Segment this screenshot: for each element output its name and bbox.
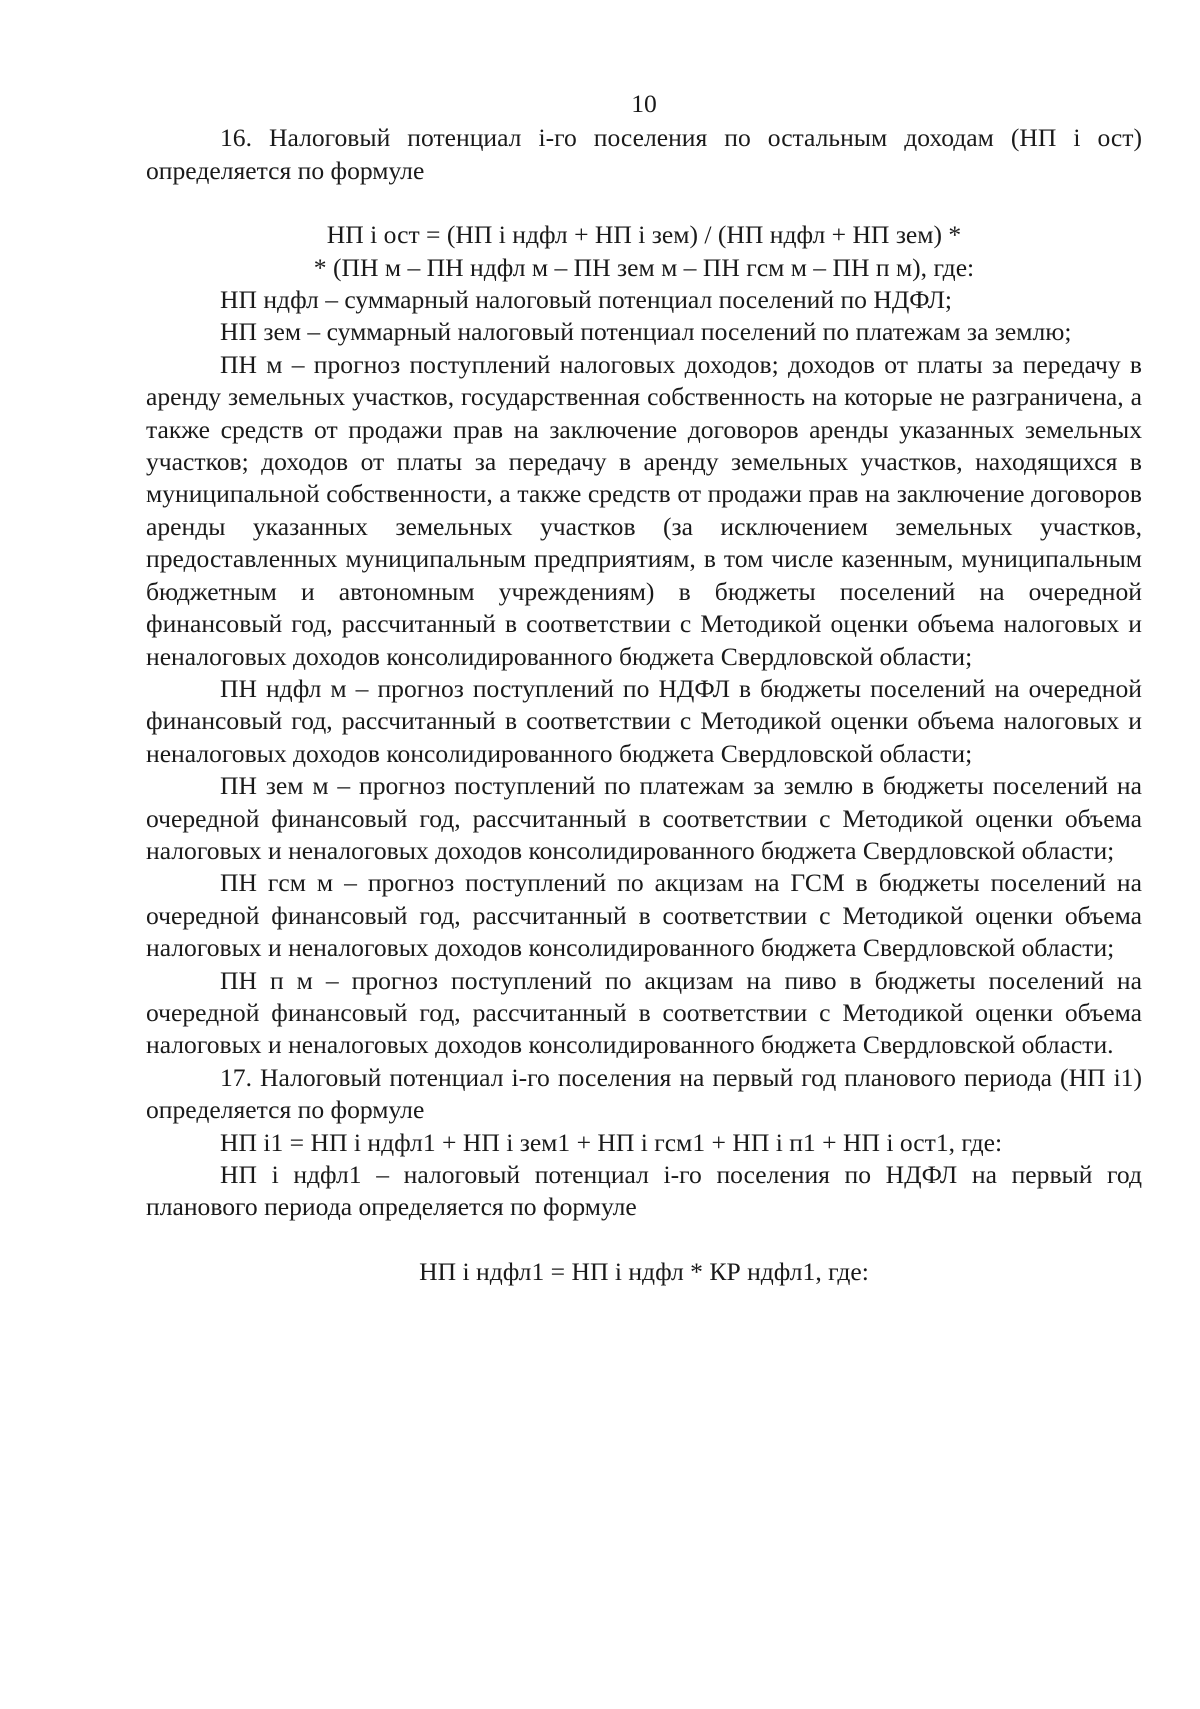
- definition-pn-zem-m: ПН зем м – прогноз поступлений по платежам за землю в бюджеты поселений на очередной финансовый год, рассчитанный в соответствии с Методикой оценки объема налоговых и неналоговых доходов консолидированного бюджета Свердловской области;: [146, 771, 1142, 865]
- formula-ndfl1: НП i ндфл1 = НП i ндфл * КР ндфл1, где:: [419, 1256, 869, 1286]
- definition-np-i-ndfl1: НП i ндфл1 – налоговый потенциал i-го поселения по НДФЛ на первый год планового периода определяется по формуле: [146, 1160, 1142, 1222]
- page-content: [146, 88, 1142, 1288]
- definition-pn-p-m: ПН п м – прогноз поступлений по акцизам на пиво в бюджеты поселений на очередной финансовый год, рассчитанный в соответствии с Методикой оценки объема налоговых и неналоговых доходов консолидированного бюджета Свердловской области.: [146, 965, 1142, 1060]
- spacer: [146, 1224, 1142, 1256]
- paragraph-16: 16. Налоговый потенциал i-го поселения по остальным доходам (НП i ост) определяется по формуле: [146, 123, 1142, 185]
- page-number: 10: [631, 89, 657, 118]
- definition-pn-ndfl-m: ПН ндфл м – прогноз поступлений по НДФЛ в бюджеты поселений на очередной финансовый год, рассчитанный в соответствии с Методикой оценки объема налоговых и неналоговых доходов консолидированного бюджета Свердловской области;: [146, 673, 1142, 768]
- definition-pn-m: ПН м – прогноз поступлений налоговых доходов; доходов от платы за передачу в аренду земельных участков, государственная собственность на которые не разграничена, а также средств от продажи прав на заключение договоров аренды указанных земельных участков; доходов от платы за передачу в аренду земельных участков, находящихся в муниципальной собственности, а также средств от продажи прав на заключение договоров аренды указанных земельных участков (за исключением земельных участков, предоставленных муниципальным предприятиям, в том числе казенным, муниципальным бюджетным и автономным учреждениям) в бюджеты поселений на очередной финансовый год, рассчитанный в соответствии с Методикой оценки объема налоговых и неналоговых доходов консолидированного бюджета Свердловской области;: [146, 349, 1142, 671]
- formula-16-line-2: * (ПН м – ПН ндфл м – ПН зем м – ПН гсм м – ПН п м), где:: [313, 252, 975, 282]
- paragraph-17: 17. Налоговый потенциал i-го поселения на первый год планового периода (НП i1) определяется по формуле: [146, 1062, 1142, 1125]
- definition-np-zem: НП зем – суммарный налоговый потенциал поселений по платежам за землю;: [220, 317, 1072, 347]
- formula-17: НП i1 = НП i ндфл1 + НП i зем1 + НП i гсм1 + НП i п1 + НП i ост1, где:: [220, 1127, 1003, 1157]
- definition-pn-gsm-m: ПН гсм м – прогноз поступлений по акцизам на ГСМ в бюджеты поселений на очередной финансовый год, рассчитанный в соответствии с Методикой оценки объема налоговых и неналоговых доходов консолидированного бюджета Свердловской области;: [146, 868, 1142, 963]
- spacer: [146, 187, 1142, 219]
- definition-np-ndfl: НП ндфл – суммарный налоговый потенциал поселений по НДФЛ;: [220, 285, 953, 315]
- formula-16-line-1: НП i ост = (НП i ндфл + НП i зем) / (НП ндфл + НП зем) *: [326, 220, 962, 250]
